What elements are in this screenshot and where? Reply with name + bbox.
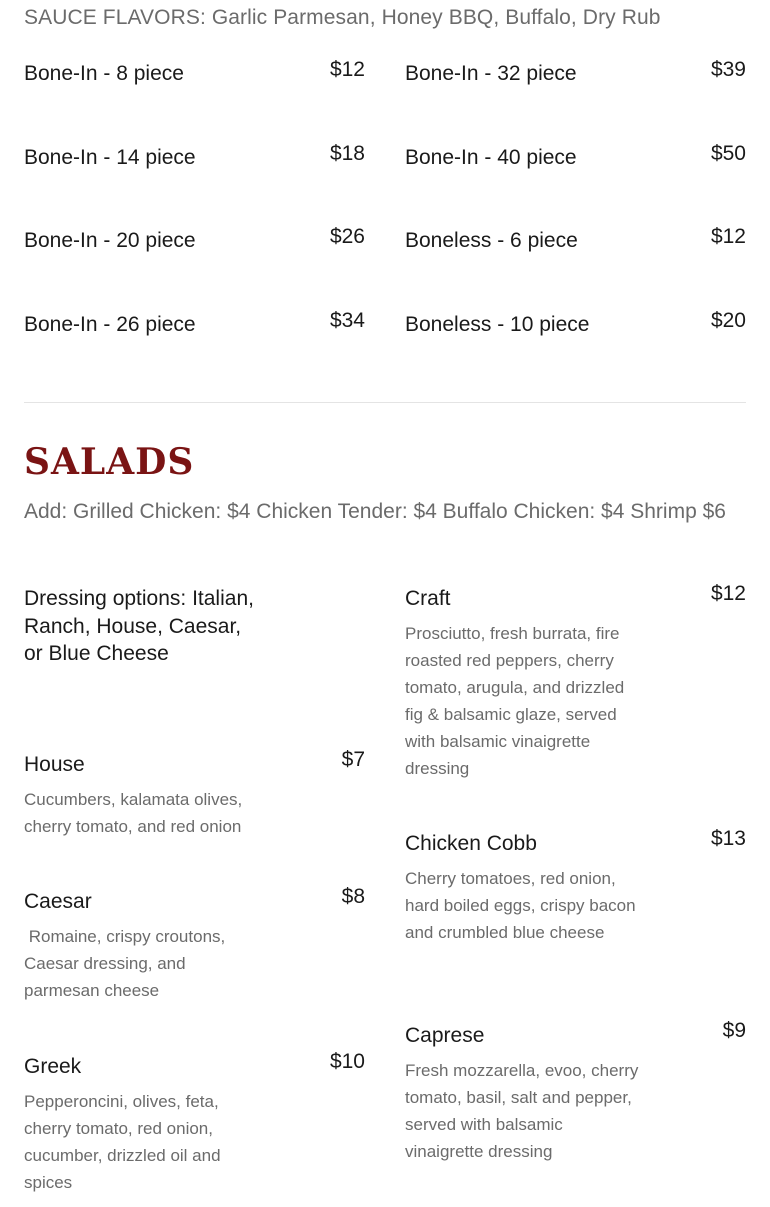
item-name: House bbox=[24, 753, 85, 776]
item-price: $20 bbox=[710, 309, 746, 332]
item-price: $13 bbox=[710, 827, 746, 850]
item-price: $50 bbox=[710, 142, 746, 165]
item-price: $12 bbox=[329, 58, 365, 81]
item-name: Bone-In - 20 piece bbox=[24, 229, 196, 252]
item-price: $34 bbox=[329, 309, 365, 332]
item-name: Boneless - 6 piece bbox=[405, 229, 578, 252]
item-name: Bone-In - 8 piece bbox=[24, 62, 184, 85]
item-name: Caprese bbox=[405, 1024, 485, 1047]
menu-item bbox=[405, 309, 746, 349]
section-title-salads: SALADS bbox=[24, 441, 195, 483]
item-price: $8 bbox=[341, 885, 365, 908]
item-name: Bone-In - 32 piece bbox=[405, 62, 577, 85]
item-price: $12 bbox=[710, 582, 746, 605]
menu-item bbox=[405, 58, 746, 98]
item-description: Pepperoncini, olives, feta, cherry tomato, red onion, cucumber, drizzled oil and spices bbox=[24, 1092, 221, 1192]
item-price: $26 bbox=[329, 225, 365, 248]
item-price: $12 bbox=[710, 225, 746, 248]
menu-item bbox=[405, 142, 746, 182]
menu-item bbox=[24, 309, 365, 349]
item-name: Chicken Cobb bbox=[405, 832, 537, 855]
item-description: Fresh mozzarella, evoo, cherry tomato, basil, salt and pepper, served with balsamic vinaigrette dressing bbox=[405, 1061, 639, 1161]
item-name: Bone-In - 14 piece bbox=[24, 146, 196, 169]
menu-item bbox=[24, 225, 365, 265]
item-name: Greek bbox=[24, 1055, 82, 1078]
salad-addons-note: Add: Grilled Chicken: $4 Chicken Tender: $4 Buffalo Chicken: $4 Shrimp $6 bbox=[24, 500, 726, 523]
item-description: Romaine, crispy croutons, Caesar dressing, and parmesan cheese bbox=[24, 927, 226, 1000]
item-description: Cucumbers, kalamata olives, cherry tomato, and red onion bbox=[24, 790, 243, 836]
menu-item bbox=[24, 142, 365, 182]
item-name: Boneless - 10 piece bbox=[405, 313, 590, 336]
menu-item bbox=[405, 225, 746, 265]
item-price: $39 bbox=[710, 58, 746, 81]
item-price: $10 bbox=[329, 1050, 365, 1073]
section-divider bbox=[24, 402, 746, 403]
dressing-options-note: Dressing options: Italian, Ranch, House, Caesar, or Blue Cheese bbox=[24, 587, 254, 665]
item-price: $9 bbox=[722, 1019, 746, 1042]
item-description: Cherry tomatoes, red onion, hard boiled eggs, crispy bacon and crumbled blue cheese bbox=[405, 869, 636, 942]
item-description: Prosciutto, fresh burrata, fire roasted red peppers, cherry tomato, arugula, and drizzled fig & balsamic glaze, served with balsamic vinaigrette dressing bbox=[405, 624, 625, 778]
item-name: Bone-In - 40 piece bbox=[405, 146, 577, 169]
item-name: Craft bbox=[405, 587, 451, 610]
item-price: $7 bbox=[341, 748, 365, 771]
sauce-flavors-note: SAUCE FLAVORS: Garlic Parmesan, Honey BBQ, Buffalo, Dry Rub bbox=[24, 6, 661, 29]
item-price: $18 bbox=[329, 142, 365, 165]
menu-item bbox=[24, 58, 365, 98]
item-name: Bone-In - 26 piece bbox=[24, 313, 196, 336]
item-name: Caesar bbox=[24, 890, 92, 913]
